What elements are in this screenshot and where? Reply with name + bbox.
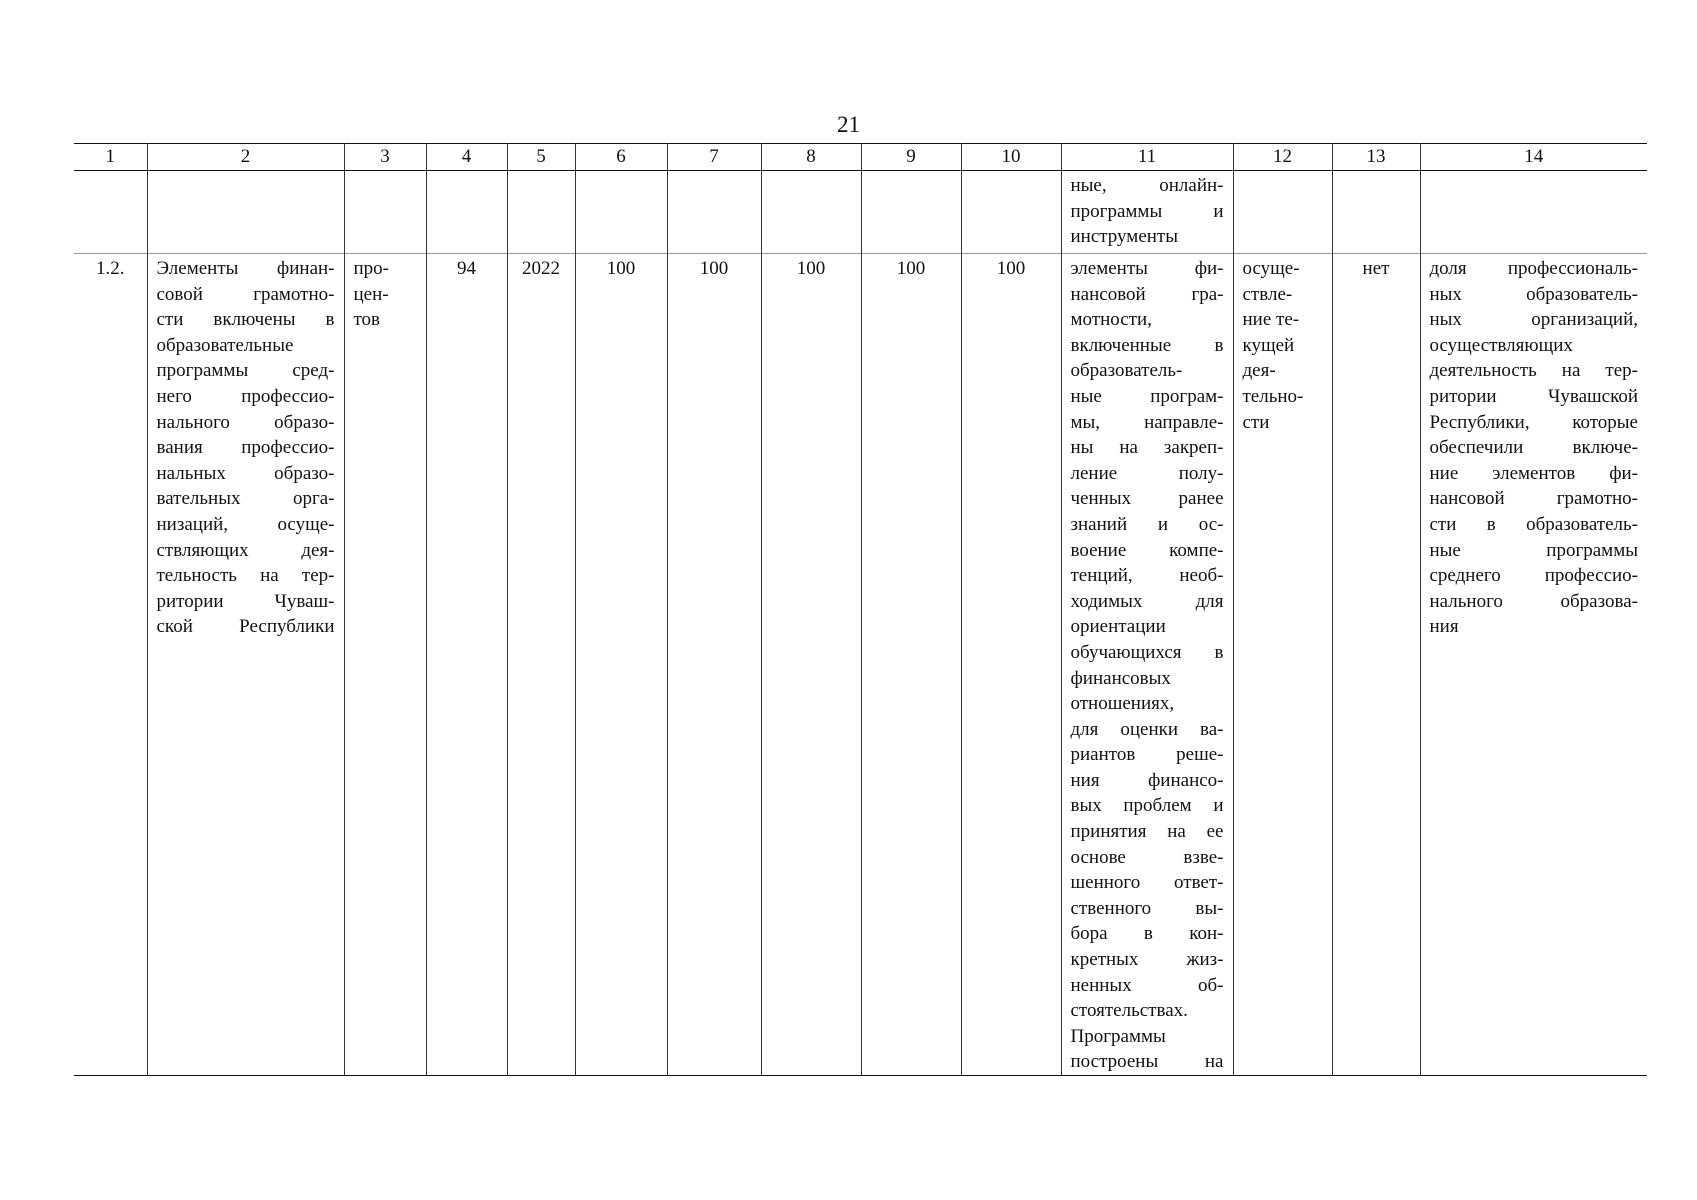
cell-text-line: сти в образователь- [1429, 513, 1638, 535]
cell-text-line: основе взве- [1070, 846, 1224, 868]
method-cell [1233, 254, 1332, 1076]
value-cell: 100 [761, 254, 861, 1076]
cell-text-line: нансовой гра- [1070, 283, 1224, 305]
cell-text-line: включенные в [1070, 334, 1224, 356]
table-row [74, 254, 1647, 1076]
cell-text-line: ориентации [1070, 616, 1166, 638]
cell-text-line: вательных орга- [156, 488, 335, 510]
column-header: 2 [147, 144, 344, 171]
cell-text-line: доля профессиональ- [1429, 258, 1638, 279]
cell-text-line: ные, онлайн- [1070, 175, 1224, 196]
cell-text-line: вания профессио- [156, 437, 335, 459]
cell-text-line: ны на закреп- [1070, 437, 1224, 459]
cell-text-line: ходимых для [1070, 590, 1224, 612]
cell-text-line: знаний и ос- [1070, 513, 1224, 535]
cell-text-line: элементы фи- [1070, 258, 1224, 279]
base-value-cell: 94 [426, 254, 507, 1076]
cell-text-line: программы и [1070, 200, 1224, 222]
column-header: 13 [1332, 144, 1420, 171]
cell-text-line: ритории Чувашской [1429, 385, 1638, 407]
indicator-name-cell [147, 254, 344, 1076]
column-header: 7 [667, 144, 761, 171]
value-cell: 100 [961, 254, 1061, 1076]
cell-text-line: осуще- [1242, 258, 1300, 279]
cell-text-line: осуществляющих [1429, 334, 1573, 356]
row-number: 1.2. [74, 254, 147, 1076]
description-cell [1061, 254, 1233, 1076]
cell-text-line: образователь- [1070, 360, 1183, 382]
cell-text-line: деятельность на тер- [1429, 360, 1638, 382]
column-header: 12 [1233, 144, 1332, 171]
cell-text-line: ствляющих дея- [156, 539, 335, 561]
cell-text-line: низаций, осуще- [156, 513, 335, 535]
cell-text-line: Элементы финан- [156, 258, 335, 279]
cell-text-line: цен- [353, 283, 389, 305]
cell-text-line: инструменты [1070, 226, 1178, 248]
cell-text-line: обеспечили включе- [1429, 437, 1638, 459]
cell-text-line: нальных образо- [156, 462, 335, 484]
cell-text-line: кущей [1242, 334, 1295, 356]
cell-text-line: среднего профессио- [1429, 565, 1638, 587]
cell-text-line: про- [353, 258, 389, 279]
cell-text-line: ных образователь- [1429, 283, 1638, 305]
unit-cell [344, 254, 426, 1076]
cell-text-line: сти [1242, 411, 1270, 433]
cell-text-line: нансовой грамотно- [1429, 488, 1638, 510]
column-header: 10 [961, 144, 1061, 171]
cell-text-line: тенций, необ- [1070, 565, 1224, 587]
value-cell: 100 [861, 254, 961, 1076]
cell-text-line: ченных ранее [1070, 488, 1224, 510]
cell-text-line: ные програм- [1070, 385, 1224, 407]
cell-text-line: ние те- [1242, 309, 1300, 331]
cell-text-line: Республики, которые [1429, 411, 1638, 433]
program-indicators-table [74, 143, 1647, 1076]
cell-text-line: риантов реше- [1070, 744, 1224, 766]
cell-text-line: программы сред- [156, 360, 335, 382]
indicator-definition-cell [1420, 254, 1647, 1076]
cell-text-line: для оценки ва- [1070, 718, 1224, 740]
value-cell: 100 [575, 254, 667, 1076]
column-header: 11 [1061, 144, 1233, 171]
column-header: 3 [344, 144, 426, 171]
cell-text-line: ния финансо- [1070, 769, 1224, 791]
cell-text-line: ненных об- [1070, 974, 1224, 996]
cell-text-line: принятия на ее [1070, 821, 1224, 843]
cell-text-line: совой грамотно- [156, 283, 335, 305]
column-header: 5 [507, 144, 575, 171]
cell-text-line: ствле- [1242, 283, 1293, 305]
cell-text-line: ные программы [1429, 539, 1638, 561]
cell-text-line: построены на [1070, 1051, 1224, 1073]
cell-text-line: шенного ответ- [1070, 872, 1224, 894]
cell-text-line: Программы [1070, 1025, 1166, 1047]
continuation-description-cell [1061, 171, 1233, 254]
cell-text-line: ния [1429, 616, 1459, 638]
cell-text-line: вых проблем и [1070, 795, 1224, 817]
page-number: 21 [837, 112, 860, 137]
cell-text-line: тельность на тер- [156, 565, 335, 587]
cell-text-line: обучающихся в [1070, 641, 1224, 663]
cell-text-line: нального образо- [156, 411, 335, 433]
value-cell: 100 [667, 254, 761, 1076]
cell-text-line: ных организаций, [1429, 309, 1638, 331]
column-header: 4 [426, 144, 507, 171]
column-header: 14 [1420, 144, 1647, 171]
cell-text-line: мы, направле- [1070, 411, 1224, 433]
cell-text-line: нального образова- [1429, 590, 1638, 612]
column-header: 8 [761, 144, 861, 171]
cell-text-line: ритории Чуваш- [156, 590, 335, 612]
cell-text-line: ление полу- [1070, 462, 1224, 484]
cell-text-line: бора в кон- [1070, 923, 1224, 945]
cell-text-line: сти включены в [156, 309, 335, 331]
cell-text-line: отношениях, [1070, 693, 1175, 715]
cell-text-line: воение компе- [1070, 539, 1224, 561]
continuation-row [74, 171, 1647, 254]
cell-text-line: стоятельствах. [1070, 1000, 1188, 1022]
column-number-row [74, 144, 1647, 171]
cell-text-line: ние элементов фи- [1429, 462, 1638, 484]
cell-text-line: финансовых [1070, 667, 1171, 689]
cell-text-line: ской Республики [156, 616, 335, 638]
col13-cell: нет [1332, 254, 1420, 1076]
cell-text-line: тельно- [1242, 385, 1304, 407]
cell-text-line: мотности, [1070, 309, 1152, 331]
cell-text-line: ственного вы- [1070, 897, 1224, 919]
cell-text-line: дея- [1242, 360, 1276, 382]
cell-text-line: тов [353, 309, 381, 331]
cell-text-line: него профессио- [156, 385, 335, 407]
base-year-cell: 2022 [507, 254, 575, 1076]
column-header: 9 [861, 144, 961, 171]
column-header: 6 [575, 144, 667, 171]
cell-text-line: кретных жиз- [1070, 949, 1224, 971]
column-header: 1 [74, 144, 147, 171]
cell-text-line: образовательные [156, 334, 294, 356]
